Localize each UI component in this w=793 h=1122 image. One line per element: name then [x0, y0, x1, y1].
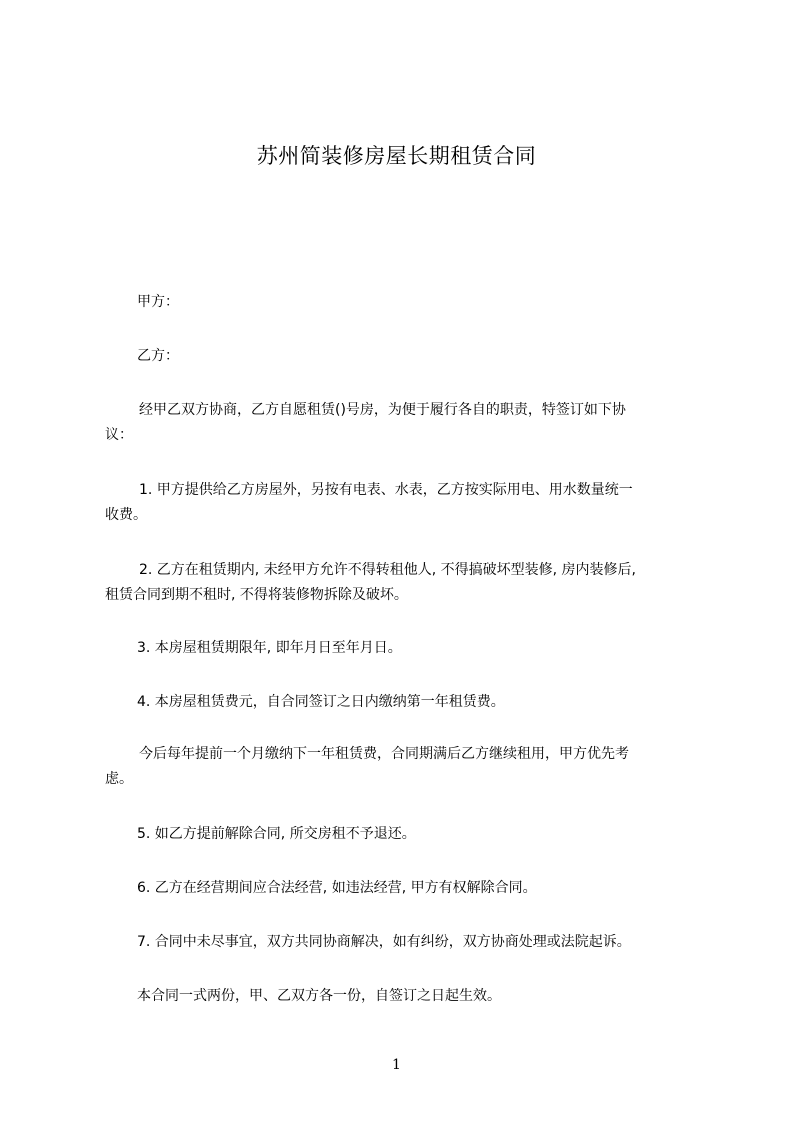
clause-5: 5. 如乙方提前解除合同, 所交房租不予退还。: [137, 826, 416, 842]
clause-3: 3. 本房屋租赁期限年, 即年月日至年月日。: [137, 640, 402, 656]
intro-line-2: 议：: [105, 427, 133, 443]
document-title: 苏州简装修房屋长期租赁合同: [256, 144, 537, 168]
intro-paragraph: [105, 398, 705, 448]
party-b-label: 乙方：: [137, 348, 179, 364]
party-a-label: 甲方：: [137, 294, 179, 310]
clause-6: 6. 乙方在经营期间应合法经营, 如违法经营, 甲方有权解除合同。: [137, 880, 537, 896]
clause-1: [105, 478, 705, 528]
renewal-line-2: 虑。: [105, 771, 133, 787]
page-number: 1: [392, 1057, 401, 1073]
closing-paragraph: 本合同一式两份，甲、乙双方各一份，自签订之日起生效。: [137, 988, 501, 1004]
clause-2-line-2: 租赁合同到期不租时, 不得将装修物拆除及破坏。: [105, 587, 408, 603]
clause-1-line-2: 收费。: [105, 507, 147, 523]
clause-2: [105, 558, 705, 608]
renewal-line-1: 今后每年提前一个月缴纳下一年租赁费，合同期满后乙方继续租用，甲方优先考: [139, 746, 629, 762]
clause-1-line-1: 1. 甲方提供给乙方房屋外，另按有电表、水表，乙方按实际用电、用水数量统一: [139, 482, 633, 498]
clause-4: 4. 本房屋租赁费元，自合同签订之日内缴纳第一年租赁费。: [137, 694, 505, 710]
intro-line-1: 经甲乙双方协商，乙方自愿租赁()号房，为便于履行各自的职责，特签订如下协: [139, 402, 626, 418]
renewal-paragraph: [105, 742, 705, 792]
clause-7: 7. 合同中未尽事宜，双方共同协商解决，如有纠纷，双方协商处理或法院起诉。: [137, 934, 631, 950]
clause-2-line-1: 2. 乙方在租赁期内, 未经甲方允许不得转租他人, 不得搞破坏型装修, 房内装修后,: [139, 562, 636, 578]
